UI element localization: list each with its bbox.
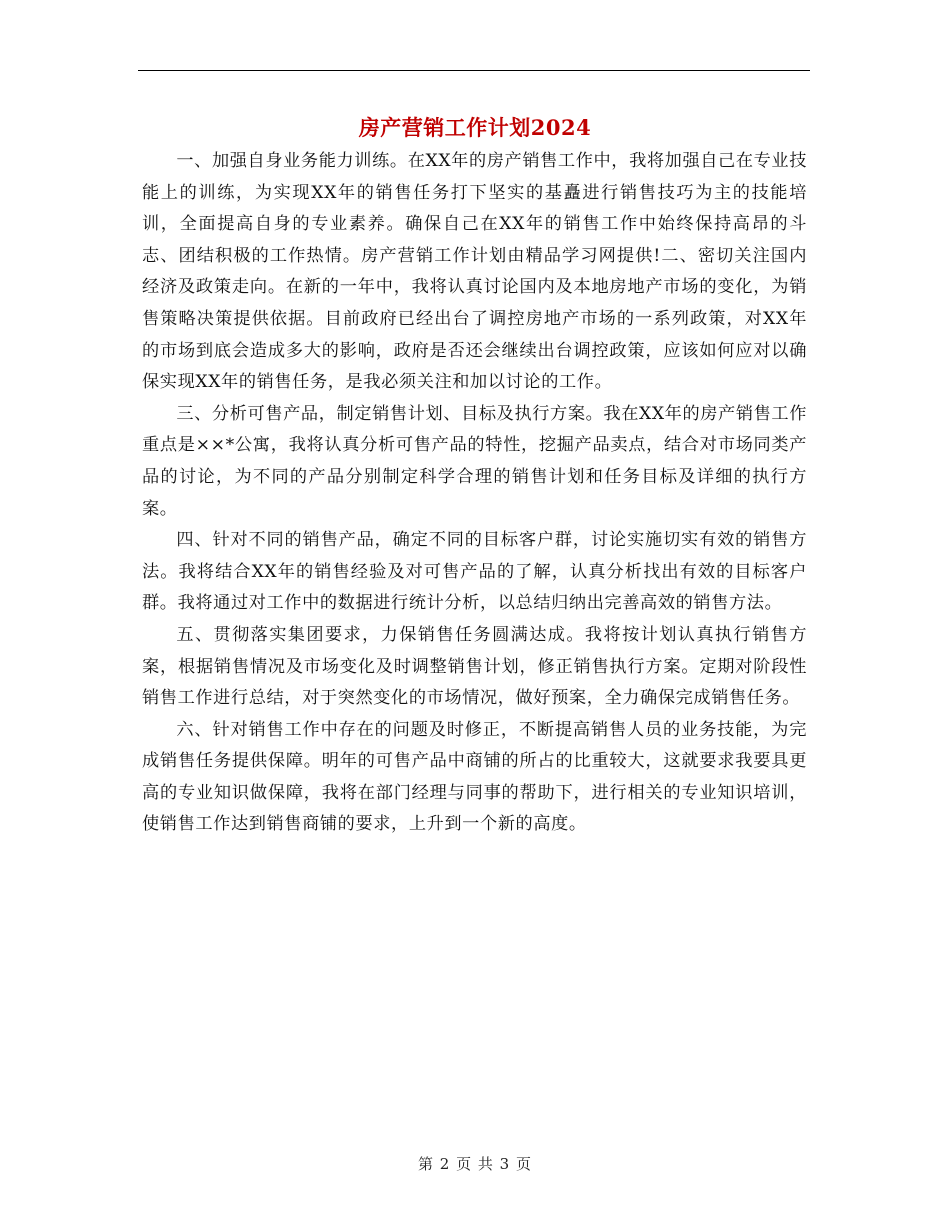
paragraph-5: 六、针对销售工作中存在的问题及时修正，不断提高销售人员的业务技能，为完成销售任务提供保障。明年的可售产品中商铺的所占的比重较大，这就要求我要具更高的专业知识做保障，我将在部门经理与同事的帮助下，进行相关的专业知识培训，使销售工作达到销售商铺的要求，上升到一个新的高度。 bbox=[142, 719, 807, 835]
header-rule bbox=[138, 70, 810, 71]
paragraph-1: 一、加强自身业务能力训练。在XX年的房产销售工作中，我将加强自己在专业技能上的训练，为实现XX年的销售任务打下坚实的基矗进行销售技巧为主的技能培训，全面提高自身的专业素养。确保自己在XX年的销售工作中始终保持高昂的斗志、团结积极的工作热情。房产营销工作计划由精品学习网提供!二、密切关注国内经济及政策走向。在新的一年中，我将认真讨论国内及本地房地产市场的变化，为销售策略决策提供依据。目前政府已经出台了调控房地产市场的一系列政策，对XX年的市场到底会造成多大的影响，政府是否还会继续出台调控政策，应该如何应对以确保实现XX年的销售任务，是我必须关注和加以讨论的工作。 bbox=[142, 151, 807, 393]
paragraph-2: 三、分析可售产品，制定销售计划、目标及执行方案。我在XX年的房产销售工作重点是××*公寓，我将认真分析可售产品的特性，挖掘产品卖点，结合对市场同类产品的讨论，为不同的产品分别制定科学合理的销售计划和任务目标及详细的执行方案。 bbox=[142, 403, 807, 519]
document-body bbox=[142, 146, 807, 841]
paragraph-4: 五、贯彻落实集团要求，力保销售任务圆满达成。我将按计划认真执行销售方案，根据销售情况及市场变化及时调整销售计划，修正销售执行方案。定期对阶段性销售工作进行总结，对于突然变化的市场情况，做好预案，全力确保完成销售任务。 bbox=[142, 624, 807, 709]
paragraph-3: 四、针对不同的销售产品，确定不同的目标客户群，讨论实施切实有效的销售方法。我将结合XX年的销售经验及对可售产品的了解，认真分析找出有效的目标客户群。我将通过对工作中的数据进行统计分析，以总结归纳出完善高效的销售方法。 bbox=[142, 530, 807, 614]
page-footer: 第 2 页 共 3 页 bbox=[418, 1155, 532, 1173]
document-title: 房产营销工作计划2024 bbox=[358, 115, 592, 140]
